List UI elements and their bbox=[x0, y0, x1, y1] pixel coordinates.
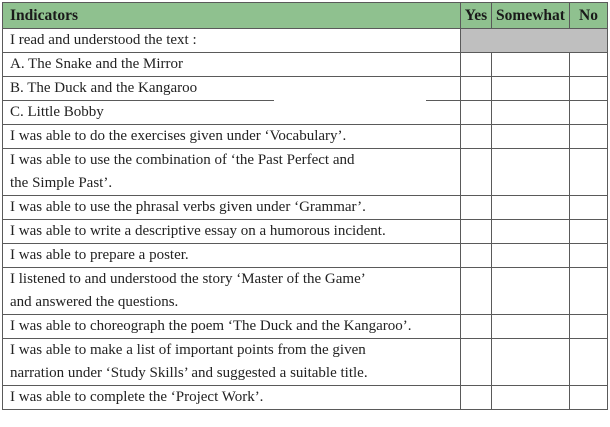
response-cell-yes[interactable] bbox=[461, 125, 492, 149]
response-cell-somewhat[interactable] bbox=[492, 125, 570, 149]
table-row bbox=[3, 149, 608, 196]
response-cell-yes[interactable] bbox=[461, 386, 492, 410]
table-row bbox=[3, 315, 608, 339]
indicator-cell bbox=[3, 386, 461, 410]
indicator-cell bbox=[3, 339, 461, 386]
indicator-text: I listened to and understood the story ‘Master of the Game’ bbox=[10, 271, 366, 287]
response-cell-yes[interactable] bbox=[461, 339, 492, 386]
indicator-text: A. The Snake and the Mirror bbox=[10, 56, 184, 72]
indicator-text: B. The Duck and the Kangaroo bbox=[10, 80, 198, 96]
response-cell-somewhat[interactable] bbox=[492, 77, 570, 101]
response-cell-yes[interactable] bbox=[461, 268, 492, 315]
indicator-cell bbox=[3, 268, 461, 315]
indicator-cell bbox=[3, 149, 461, 196]
indicator-cell bbox=[3, 29, 461, 53]
response-cell-yes[interactable] bbox=[461, 101, 492, 125]
table-row bbox=[3, 125, 608, 149]
response-cell-no[interactable] bbox=[570, 268, 608, 315]
self-assessment-table bbox=[2, 2, 608, 410]
table-row bbox=[3, 268, 608, 315]
table-row bbox=[3, 196, 608, 220]
indicator-text: I read and understood the text : bbox=[10, 32, 197, 48]
response-cell-somewhat[interactable] bbox=[492, 315, 570, 339]
response-cell-somewhat[interactable] bbox=[492, 220, 570, 244]
indicator-text: I was able to use the phrasal verbs given under ‘Grammar’. bbox=[10, 199, 366, 215]
response-cell-somewhat[interactable] bbox=[492, 339, 570, 386]
response-cell-yes[interactable] bbox=[461, 53, 492, 77]
response-cell-somewhat[interactable] bbox=[492, 386, 570, 410]
response-cell-yes[interactable] bbox=[461, 149, 492, 196]
indicator-text: and answered the questions. bbox=[10, 294, 179, 310]
table-row bbox=[3, 53, 608, 77]
indicator-text: the Simple Past’. bbox=[10, 175, 113, 191]
white-patch bbox=[274, 88, 426, 105]
indicator-text: I was able to complete the ‘Project Work’. bbox=[10, 389, 264, 405]
header-indicators: Indicators bbox=[3, 3, 461, 29]
response-cell-no[interactable] bbox=[570, 244, 608, 268]
response-cell-no[interactable] bbox=[570, 339, 608, 386]
response-cell-somewhat[interactable] bbox=[492, 149, 570, 196]
response-cell-yes[interactable] bbox=[461, 220, 492, 244]
indicator-text: narration under ‘Study Skills’ and suggested a suitable title. bbox=[10, 365, 368, 381]
indicator-text: I was able to write a descriptive essay on a humorous incident. bbox=[10, 223, 386, 239]
table-row bbox=[3, 220, 608, 244]
response-cell-yes[interactable] bbox=[461, 77, 492, 101]
response-cell-somewhat[interactable] bbox=[492, 196, 570, 220]
response-cell-no[interactable] bbox=[570, 53, 608, 77]
indicator-text: I was able to use the combination of ‘the Past Perfect and bbox=[10, 152, 355, 168]
indicator-cell bbox=[3, 244, 461, 268]
response-cell-no[interactable] bbox=[570, 220, 608, 244]
table-row bbox=[3, 29, 608, 53]
response-cell-no[interactable] bbox=[570, 125, 608, 149]
shaded-cell bbox=[461, 29, 608, 53]
indicator-text: C. Little Bobby bbox=[10, 104, 104, 120]
indicator-cell bbox=[3, 53, 461, 77]
response-cell-somewhat[interactable] bbox=[492, 53, 570, 77]
response-cell-no[interactable] bbox=[570, 196, 608, 220]
indicator-text: I was able to do the exercises given under ‘Vocabulary’. bbox=[10, 128, 347, 144]
indicator-text: I was able to make a list of important points from the given bbox=[10, 342, 366, 358]
response-cell-somewhat[interactable] bbox=[492, 244, 570, 268]
table-row bbox=[3, 339, 608, 386]
response-cell-no[interactable] bbox=[570, 77, 608, 101]
table-row bbox=[3, 244, 608, 268]
response-cell-yes[interactable] bbox=[461, 244, 492, 268]
header-no: No bbox=[570, 3, 608, 29]
indicator-text: I was able to choreograph the poem ‘The Duck and the Kangaroo’. bbox=[10, 318, 412, 334]
response-cell-no[interactable] bbox=[570, 101, 608, 125]
indicator-cell bbox=[3, 196, 461, 220]
response-cell-yes[interactable] bbox=[461, 315, 492, 339]
response-cell-somewhat[interactable] bbox=[492, 101, 570, 125]
indicator-text: I was able to prepare a poster. bbox=[10, 247, 189, 263]
response-cell-somewhat[interactable] bbox=[492, 268, 570, 315]
header-yes: Yes bbox=[461, 3, 492, 29]
response-cell-yes[interactable] bbox=[461, 196, 492, 220]
response-cell-no[interactable] bbox=[570, 149, 608, 196]
indicator-cell bbox=[3, 220, 461, 244]
table-row bbox=[3, 386, 608, 410]
response-cell-no[interactable] bbox=[570, 315, 608, 339]
header-row bbox=[3, 3, 608, 29]
indicator-cell bbox=[3, 125, 461, 149]
response-cell-no[interactable] bbox=[570, 386, 608, 410]
header-somewhat: Somewhat bbox=[492, 3, 570, 29]
indicator-cell bbox=[3, 315, 461, 339]
